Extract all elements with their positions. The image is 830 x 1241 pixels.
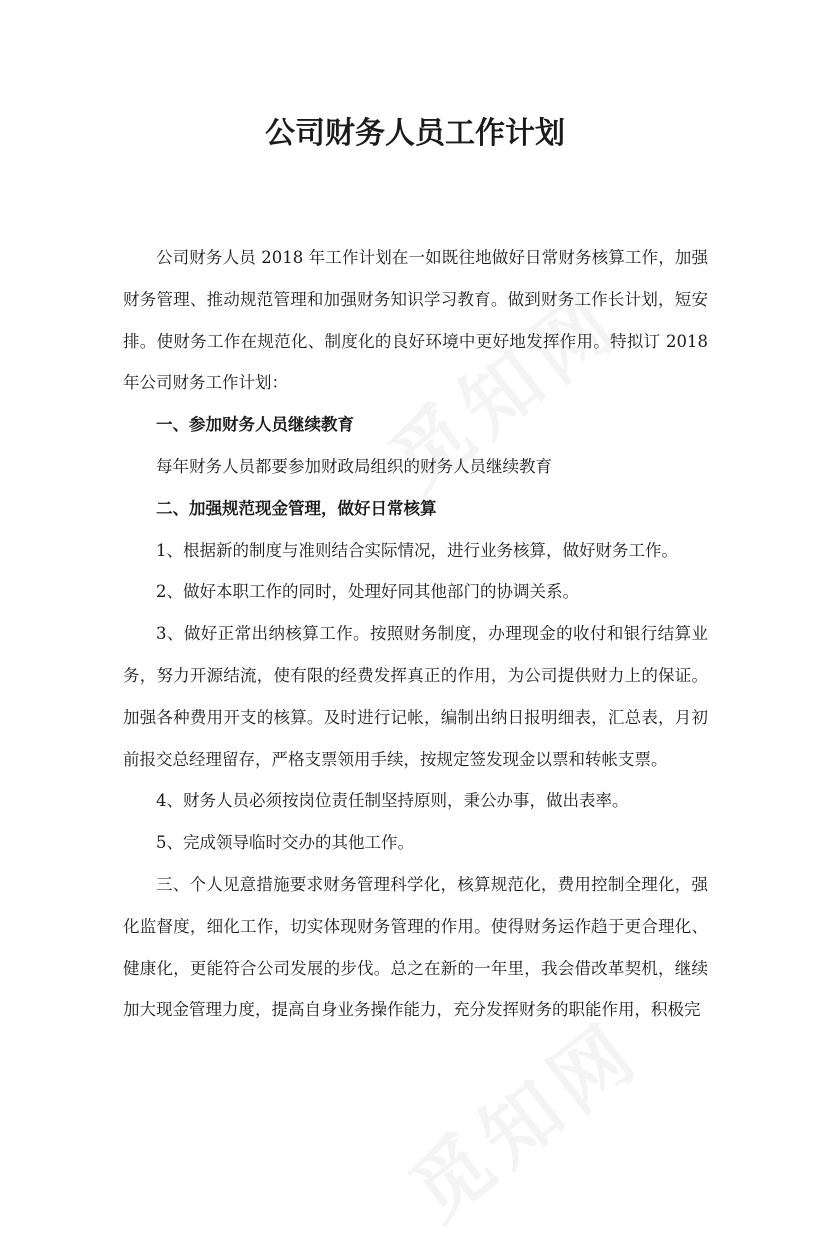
document-body: [123, 237, 708, 1031]
list-item-1: 1、根据新的制度与准则结合实际情况，进行业务核算，做好财务工作。: [156, 540, 678, 560]
section-heading-2: 二、加强规范现金管理，做好日常核算: [156, 498, 437, 518]
section-heading-1: 一、参加财务人员继续教育: [156, 415, 354, 435]
section-1-paragraph: 每年财务人员都要参加财政局组织的财务人员继续教育: [156, 456, 552, 476]
section-3-paragraph: 三、个人见意措施要求财务管理科学化，核算规范化，费用控制全理化，强化监督度，细化工作，切实体现财务管理的作用。使得财务运作趋于更合理化、健康化，更能符合公司发展的步伐。总之在新的一年里，我会借改革契机，继续加大现金管理力度，提高自身业务操作能力，充分发挥财务的职能作用，积极完: [123, 874, 708, 1020]
intro-paragraph: 公司财务人员 2018 年工作计划在一如既往地做好日常财务核算工作，加强财务管理、推动规范管理和加强财务知识学习教育。做到财务工作长计划，短安排。使财务工作在规范化、制度化的良好环境中更好地发挥作用。特拟订 2018 年公司财务工作计划：: [123, 248, 708, 393]
document-title: 公司财务人员工作计划: [265, 116, 565, 151]
list-item-3: 3、做好正常出纳核算工作。按照财务制度，办理现金的收付和银行结算业务，努力开源结流，使有限的经费发挥真正的作用，为公司提供财力上的保证。加强各种费用开支的核算。及时进行记帐，编制出纳日报明细表，汇总表，月初前报交总经理留存，严格支票领用手续，按规定签发现金以票和转帐支票。: [123, 624, 708, 769]
list-item-4: 4、财务人员必须按岗位责任制坚持原则，秉公办事，做出表率。: [156, 791, 629, 811]
list-item-5: 5、完成领导临时交办的其他工作。: [156, 833, 414, 853]
list-item-2: 2、做好本职工作的同时，处理好同其他部门的协调关系。: [156, 582, 579, 602]
